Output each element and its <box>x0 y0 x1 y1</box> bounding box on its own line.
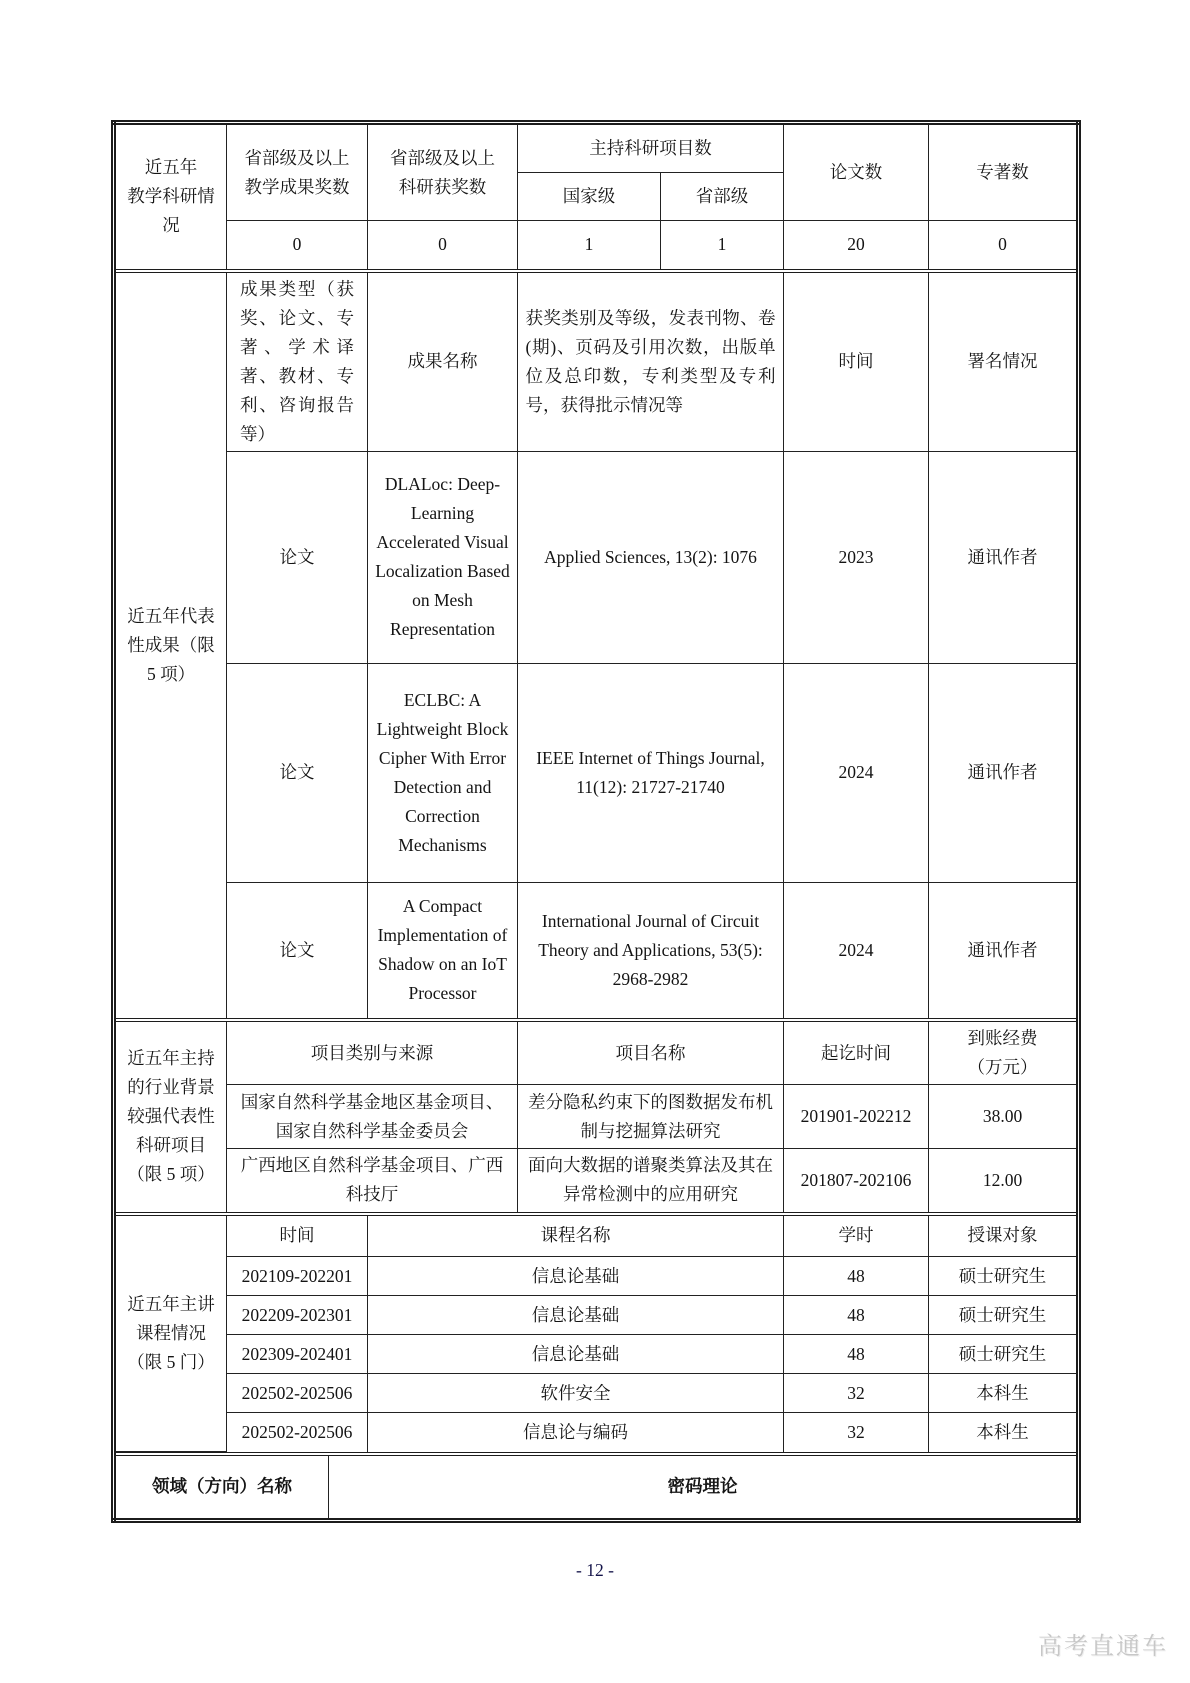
s1-value-papers: 20 <box>784 221 929 271</box>
s1-values-row <box>114 221 1079 271</box>
s4-row1-hours: 48 <box>784 1257 929 1296</box>
s2-row1-name: DLALoc: Deep-Learning Accelerated Visual Localization Based on Mesh Representation <box>368 451 518 663</box>
s4-row1-course: 信息论基础 <box>368 1257 784 1296</box>
s4-row-4 <box>114 1374 1079 1413</box>
s4-col-audience: 授课对象 <box>929 1214 1079 1257</box>
s4-section-label <box>114 1214 227 1452</box>
s1-value-teach-award: 0 <box>227 221 368 271</box>
s2-row-2 <box>114 663 1079 882</box>
s4-row2-hours: 48 <box>784 1296 929 1335</box>
s1-value-books: 0 <box>929 221 1079 271</box>
s2-row3-type: 论文 <box>227 882 368 1020</box>
s3-section-label <box>114 1020 227 1214</box>
s2-row2-sign: 通讯作者 <box>929 663 1079 882</box>
s4-row3-time: 202309-202401 <box>227 1335 368 1374</box>
s2-row2-detail: IEEE Internet of Things Journal, 11(12): 21727-21740 <box>518 663 784 882</box>
s2-section-label <box>114 271 227 1021</box>
s2-row1-detail: Applied Sciences, 13(2): 1076 <box>518 451 784 663</box>
s1-col-teach-award: 省部级及以上教学成果奖数 <box>227 123 368 221</box>
s5-row <box>114 1454 1079 1520</box>
s3-row2-category: 广西地区自然科学基金项目、广西科技厅 <box>227 1149 518 1214</box>
s2-label-line: 5 项） <box>146 663 196 684</box>
s2-row1-time: 2023 <box>784 451 929 663</box>
s2-col-name: 成果名称 <box>368 271 518 452</box>
s4-row2-time: 202209-202301 <box>227 1296 368 1335</box>
s2-row-3 <box>114 882 1079 1020</box>
s4-row5-course: 信息论与编码 <box>368 1413 784 1452</box>
s2-col-detail: 获奖类别及等级，发表刊物、卷(期)、页码及引用次数，出版单位及总印数，专利类型及专利号，获得批示情况等 <box>518 271 784 452</box>
s3-col-period: 起讫时间 <box>784 1020 929 1085</box>
s1-col-books: 专著数 <box>929 123 1079 221</box>
s4-row5-hours: 32 <box>784 1413 929 1452</box>
s5-value: 密码理论 <box>329 1454 1079 1520</box>
s3-label-line: （限 5 项） <box>127 1164 215 1185</box>
s4-row-5 <box>114 1413 1079 1452</box>
s3-row-2 <box>114 1149 1079 1214</box>
s5-label: 领域（方向）名称 <box>114 1454 329 1520</box>
s2-row2-name: ECLBC: A Lightweight Block Cipher With Error Detection and Correction Mechanisms <box>368 663 518 882</box>
s2-label-line: 性成果（限 <box>127 634 215 655</box>
s4-row5-time: 202502-202506 <box>227 1413 368 1452</box>
s4-row3-audience: 硕士研究生 <box>929 1335 1079 1374</box>
s3-header-row <box>114 1020 1079 1085</box>
s4-row2-course: 信息论基础 <box>368 1296 784 1335</box>
s3-label-line: 较强代表性 <box>127 1106 215 1127</box>
s1-value-provincial: 1 <box>661 221 784 271</box>
s2-row3-time: 2024 <box>784 882 929 1020</box>
s4-row4-time: 202502-202506 <box>227 1374 368 1413</box>
s4-row4-hours: 32 <box>784 1374 929 1413</box>
s3-row2-period: 201807-202106 <box>784 1149 929 1214</box>
s1-col-national: 国家级 <box>518 173 661 221</box>
s2-col-sign: 署名情况 <box>929 271 1079 452</box>
s3-row1-fund: 38.00 <box>929 1085 1079 1149</box>
s1-header-row1 <box>114 123 1079 173</box>
s4-col-hours: 学时 <box>784 1214 929 1257</box>
s1-col-sci-award: 省部级及以上科研获奖数 <box>368 123 518 221</box>
s3-row1-category: 国家自然科学基金地区基金项目、国家自然科学基金委员会 <box>227 1085 518 1149</box>
s3-row1-name: 差分隐私约束下的图数据发布机制与挖掘算法研究 <box>518 1085 784 1149</box>
s4-row4-course: 软件安全 <box>368 1374 784 1413</box>
s4-row-2 <box>114 1296 1079 1335</box>
domain-row-table <box>111 1452 1081 1523</box>
s4-col-time: 时间 <box>227 1214 368 1257</box>
s4-header-row <box>114 1214 1079 1257</box>
s3-label-line: 的行业背景 <box>127 1077 215 1098</box>
s4-row-1 <box>114 1257 1079 1296</box>
page-number: - 12 - <box>576 1560 614 1580</box>
s3-row2-fund: 12.00 <box>929 1149 1079 1214</box>
watermark-text: 高考直通车 <box>1038 1633 1168 1660</box>
s4-row5-audience: 本科生 <box>929 1413 1079 1452</box>
s2-row1-type: 论文 <box>227 451 368 663</box>
s3-label-line: 近五年主持 <box>127 1048 215 1069</box>
s1-label-line: 近五年 <box>144 157 198 178</box>
s4-label-line: 近五年主讲 <box>127 1293 215 1314</box>
s1-col-provincial: 省部级 <box>661 173 784 221</box>
s1-section-label <box>114 123 227 271</box>
s4-row1-audience: 硕士研究生 <box>929 1257 1079 1296</box>
s2-row-1 <box>114 451 1079 663</box>
s2-row1-sign: 通讯作者 <box>929 451 1079 663</box>
s3-col-category: 项目类别与来源 <box>227 1020 518 1085</box>
s1-col-projects-group: 主持科研项目数 <box>518 123 784 173</box>
s3-label-line: 科研项目 <box>136 1135 206 1156</box>
s4-label-line: （限 5 门） <box>127 1351 215 1372</box>
s3-row2-name: 面向大数据的谱聚类算法及其在异常检测中的应用研究 <box>518 1149 784 1214</box>
s4-row3-course: 信息论基础 <box>368 1335 784 1374</box>
s2-row3-name: A Compact Implementation of Shadow on an IoT Processor <box>368 882 518 1020</box>
s4-row3-hours: 48 <box>784 1335 929 1374</box>
s2-row3-detail: International Journal of Circuit Theory and Applications, 53(5): 2968-2982 <box>518 882 784 1020</box>
s1-value-sci-award: 0 <box>368 221 518 271</box>
s3-row-1 <box>114 1085 1079 1149</box>
s4-row-3 <box>114 1335 1079 1374</box>
s1-col-papers: 论文数 <box>784 123 929 221</box>
s4-row1-time: 202109-202201 <box>227 1257 368 1296</box>
s4-label-line: 课程情况 <box>136 1322 206 1343</box>
s2-row2-type: 论文 <box>227 663 368 882</box>
form-table <box>111 120 1077 1523</box>
s3-row1-period: 201901-202212 <box>784 1085 929 1149</box>
s1-label-line: 教学科研情况 <box>127 186 215 236</box>
s2-col-type: 成果类型（获奖、论文、专著、学术译著、教材、专利、咨询报告等） <box>227 271 368 452</box>
s4-row4-audience: 本科生 <box>929 1374 1079 1413</box>
s1-value-national: 1 <box>518 221 661 271</box>
s3-col-fund: 到账经费（万元） <box>929 1020 1079 1085</box>
s3-col-name: 项目名称 <box>518 1020 784 1085</box>
s2-row3-sign: 通讯作者 <box>929 882 1079 1020</box>
main-table <box>111 120 1081 1452</box>
s2-header-row <box>114 271 1079 452</box>
s4-col-course: 课程名称 <box>368 1214 784 1257</box>
s2-label-line: 近五年代表 <box>127 605 215 626</box>
s4-row2-audience: 硕士研究生 <box>929 1296 1079 1335</box>
s2-col-time: 时间 <box>784 271 929 452</box>
s2-row2-time: 2024 <box>784 663 929 882</box>
